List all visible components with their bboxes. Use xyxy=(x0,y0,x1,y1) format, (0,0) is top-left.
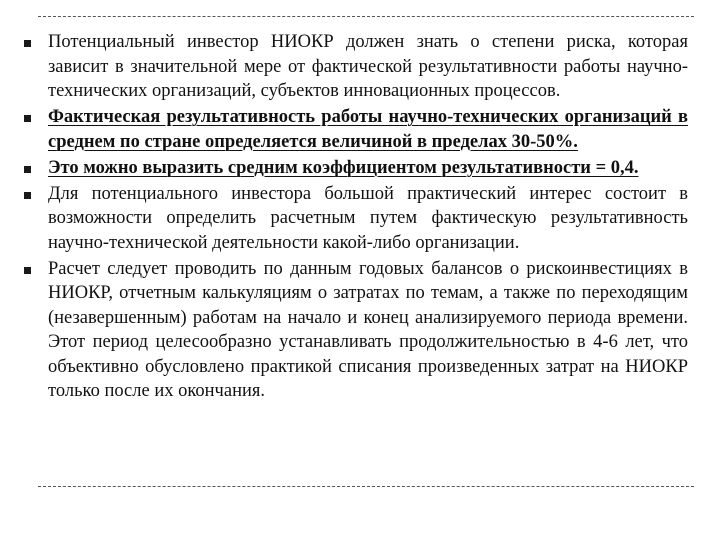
bullet-text: Фактическая результативность работы научно-технических организаций в среднем по стране определяется величиной в пределах 30-50%. xyxy=(48,107,688,152)
list-item xyxy=(18,156,688,181)
square-bullet-icon xyxy=(24,40,31,47)
bullet-list xyxy=(18,30,688,405)
bullet-text: Потенциальный инвестор НИОКР должен знать о степени риска, которая зависит в значительной мере от фактической результативности работы научно-технических организаций, субъектов инновационных процессов. xyxy=(48,32,688,101)
square-bullet-icon xyxy=(24,166,31,173)
square-bullet-icon xyxy=(24,267,31,274)
square-bullet-icon xyxy=(24,192,31,199)
bullet-text: Расчет следует проводить по данным годовых балансов о рискоинвестициях в НИОКР, отчетным калькуляциям о затратах по темам, а также по переходящим (незавершенным) работам на начало и конец анализируемого периода времени. Этот период целесообразно устанавливать продолжительностью в 4-6 лет, что объективно обусловлено практикой списания произведенных затрат на НИОКР только после их окончания. xyxy=(48,258,688,401)
square-bullet-icon xyxy=(24,115,31,122)
list-item xyxy=(18,30,688,104)
top-dashed-rule xyxy=(38,16,694,17)
bullet-text: Это можно выразить средним коэффициентом результативности = 0,4. xyxy=(48,157,639,178)
list-item xyxy=(18,105,688,154)
list-item xyxy=(18,182,688,256)
list-item xyxy=(18,257,688,404)
bullet-text: Для потенциального инвестора большой практический интерес состоит в возможности определить расчетным путем фактическую результативность научно-технической деятельности какой-либо организации. xyxy=(48,183,688,253)
bottom-dashed-rule xyxy=(38,486,694,487)
